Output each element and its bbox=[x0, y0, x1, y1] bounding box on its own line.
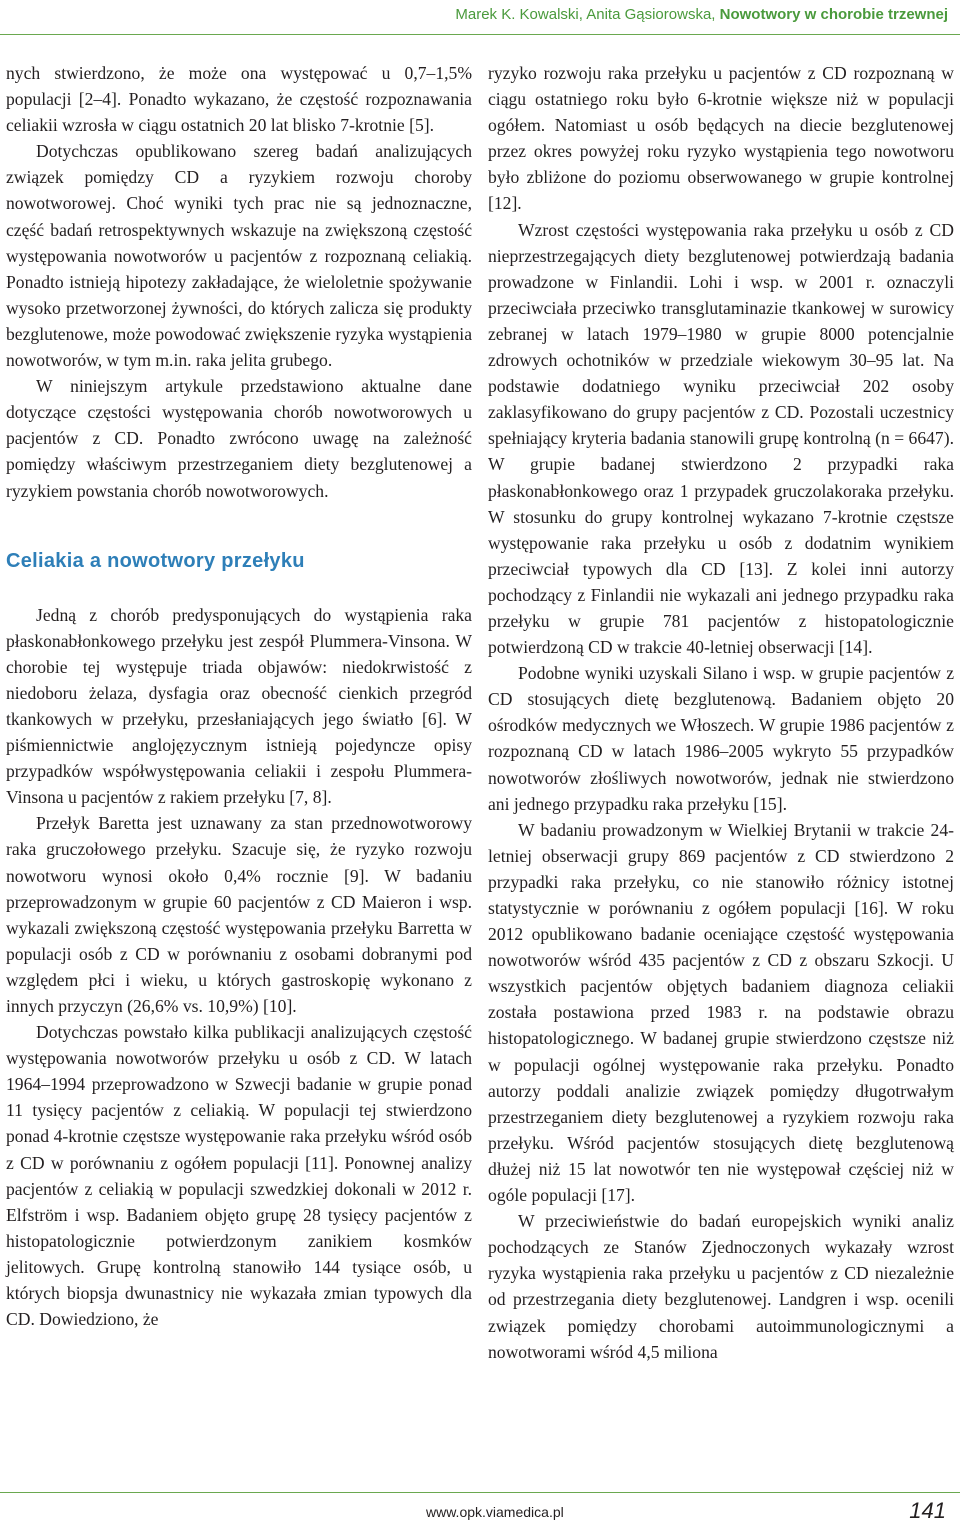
footer-rule bbox=[0, 1492, 960, 1493]
section-heading: Celiakia a nowotwory przełyku bbox=[6, 549, 305, 572]
body-paragraph: Podobne wyniki uzyskali Silano i wsp. w grupie pacjentów z CD stosujących dietę bezglutenową. Badaniem objęto 20 ośrodków medycznych we Włoszech. W grupie 1986 pacjentów z rozpoznaną CD w latach 1986–2005 wykryto 55 przypadków nowotworów złośliwych nowotworów, jednak nie stwierdzono ani jednego przypadku raka przełyku [15]. bbox=[488, 663, 954, 814]
body-paragraph: Dotychczas opublikowano szereg badań analizujących związek pomiędzy CD a ryzykiem rozwoju choroby nowotworowej. Choć wyniki tych prac nie są jednoznaczne, część badań retrospektywnych wskazuje na zwiększoną częstość występowania nowotworów u pacjentów z rozpoznaną celiakią. Ponadto istnieją hipotezy zakładające, że wieloletnie spożywanie wysoko przetworzonej żywności, do których zalicza się produkty bezglutenowe, może powodować zwiększenie ryzyka wystąpienia nowotworów, w tym m.in. raka jelita grubego. bbox=[6, 141, 472, 371]
page-number: 141 bbox=[909, 1498, 946, 1523]
running-header bbox=[0, 0, 960, 44]
body-paragraph: W niniejszym artykule przedstawiono aktualne dane dotyczące częstości występowania chorób nowotworowych u pacjentów z CD. Ponadto zwrócono uwagę na zależność pomiędzy właściwym przestrzeganiem diety bezglutenowej a ryzykiem powstania chorób nowotworowych. bbox=[6, 376, 472, 501]
body-paragraph: W badaniu prowadzonym w Wielkiej Brytanii w trakcie 24-letniej obserwacji grupy 869 pacjentów z CD stwierdzono 2 przypadki raka przełyku, co nie stanowiło różnicy istotnej statystycznie w porównaniu z ogółem populacji [16]. W roku 2012 opublikowano badanie oceniające częstość występowania nowotworów wśród 435 pacjentów z CD z obszaru Szkocji. U wszystkich pacjentów objętych badaniem diagnoza celiakii została postawiona przed 1983 r. na podstawie obrazu histopatologicznego. W badanej grupie stwierdzono częstsze niż w populacji ogólnej występowanie raka przełyku. Ponadto autorzy poddali analizie związek pomiędzy długotrwałym przestrzeganiem diety bezglutenowej a ryzykiem rozwoju raka przełyku. Wśród pacjentów stosujących dietę bezglutenową dłużej niż 15 lat nowotwór ten nie występował częściej niż w ogóle populacji [17]. bbox=[488, 819, 954, 1206]
body-paragraph: nych stwierdzono, że może ona występować u 0,7–1,5% populacji [2–4]. Ponadto wykazano, że częstość rozpoznawania celiakii wzrosła w ciągu ostatnich 20 lat blisko 7-krotnie [5]. bbox=[6, 63, 472, 136]
body-paragraph: W przeciwieństwie do badań europejskich wyniki analiz pochodzących ze Stanów Zjednoczonych wykazały wzrost ryzyka wystąpienia raka przełyku u pacjentów z CD niezależnie od przestrzegania diety bezglutenowej. Landgren i wsp. ocenili związek pomiędzy chorobami autoimmunologicznymi a nowotworami wśród 4,5 miliona bbox=[488, 1211, 954, 1362]
body-paragraph: Dotychczas powstało kilka publikacji analizujących częstość występowania nowotworów przełyku u osób z CD. W latach 1964–1994 przeprowadzono w Szwecji badanie w grupie ponad 11 tysięcy pacjentów z celiakią. W populacji tej stwierdzono ponad 4-krotnie częstsze występowanie raka przełyku wśród osób z CD w porównaniu z ogółem populacji [11]. Ponownej analizy pacjentów z celiakią w populacji szwedzkiej dokonali w 2012 r. Elfström i wsp. Badaniem objęto grupę 28 tysięcy pacjentów z histopatologicznie potwierdzonym zanikiem kosmków jelitowych. Grupę kontrolną stanowiło 144 tysiące osób, u których biopsja dwunastnicy nie wykazała zmian typowych dla CD. Dowiedziono, że bbox=[6, 1022, 472, 1330]
header-authors: Marek K. Kowalski, Anita Gąsiorowska, bbox=[455, 6, 716, 23]
left-column bbox=[6, 60, 472, 1332]
page-footer bbox=[0, 1484, 960, 1532]
body-paragraph: ryzyko rozwoju raka przełyku u pacjentów z CD rozpoznaną w ciągu ostatniego roku było 6-krotnie większe niż w populacji ogółem. Natomiast u osób będących na diecie bezglutenowej przez okres powyżej roku ryzyko wystąpienia tego nowotworu było zbliżone do poziomu obserwowanego w grupie kontrolnej [12]. bbox=[488, 63, 954, 214]
header-article-title: Nowotwory w chorobie trzewnej bbox=[719, 6, 948, 23]
running-header-text bbox=[455, 6, 948, 23]
body-paragraph: Wzrost częstości występowania raka przełyku u osób z CD nieprzestrzegających diety bezglutenowej potwierdzają badania prowadzone w Finlandii. Lohi i wsp. w 2001 r. oznaczyli przeciwciała przeciwko transglutaminazie tkankowej w surowicy zebranej w latach 1979–1980 w grupie 8000 potencjalnie zdrowych ochotników w przedziale wiekowym 30–95 lat. Na podstawie dodatniego wyniku przeciwciał 202 osoby zaklasyfikowano do grupy pacjentów z CD. Pozostali uczestnicy spełniający kryteria badania stanowili grupę kontrolną (n = 6647). W grupie badanej stwierdzono 2 przypadki raka płaskonabłonkowego oraz 1 przypadek gruczolakoraka przełyku. W stosunku do grupy kontrolnej wykazano 7-krotnie częstsze występowanie raka przełyku u osób z dodatnim wynikiem przeciwciał typowych dla CD [13]. Z kolei inni autorzy pochodzący z Finlandii nie wykazali ani jednego przypadku raka przełyku w grupie 781 pacjentów z histopatologicznie potwierdzoną CD w trakcie 40-letniej obserwacji [14]. bbox=[488, 219, 954, 658]
body-paragraph: Przełyk Baretta jest uznawany za stan przednowotworowy raka gruczołowego przełyku. Szacuje się, że ryzyko rozwoju nowotworu wynosi około 0,4% rocznie [9]. W badaniu przeprowadzonym w grupie 60 pacjentów z CD Maieron i wsp. wykazali zwiększoną częstość występowania przełyku Barretta w populacji osób z CD w porównaniu z osobami dobranymi pod względem płci i wieku, u których gastroskopię wykonano z innych przyczyn (26,6% vs. 10,9%) [10]. bbox=[6, 813, 472, 1016]
body-paragraph: Jedną z chorób predysponujących do wystąpienia raka płaskonabłonkowego przełyku jest zespół Plummera-Vinsona. W chorobie tej występuje triada objawów: niedokrwistość z niedoboru żelaza, dysfagia oraz obecność cienkich przegród tkankowych w przełyku, przesłaniających jego światło [6]. W piśmiennictwie anglojęzycznym istnieją pojedyncze opisy przypadków współwystępowania celiakii i zespołu Plummera-Vinsona u pacjentów z rakiem przełyku [7, 8]. bbox=[6, 604, 472, 808]
right-column bbox=[488, 60, 954, 1365]
journal-url-link[interactable]: www.opk.viamedica.pl bbox=[426, 1504, 564, 1520]
header-rule bbox=[0, 34, 960, 35]
